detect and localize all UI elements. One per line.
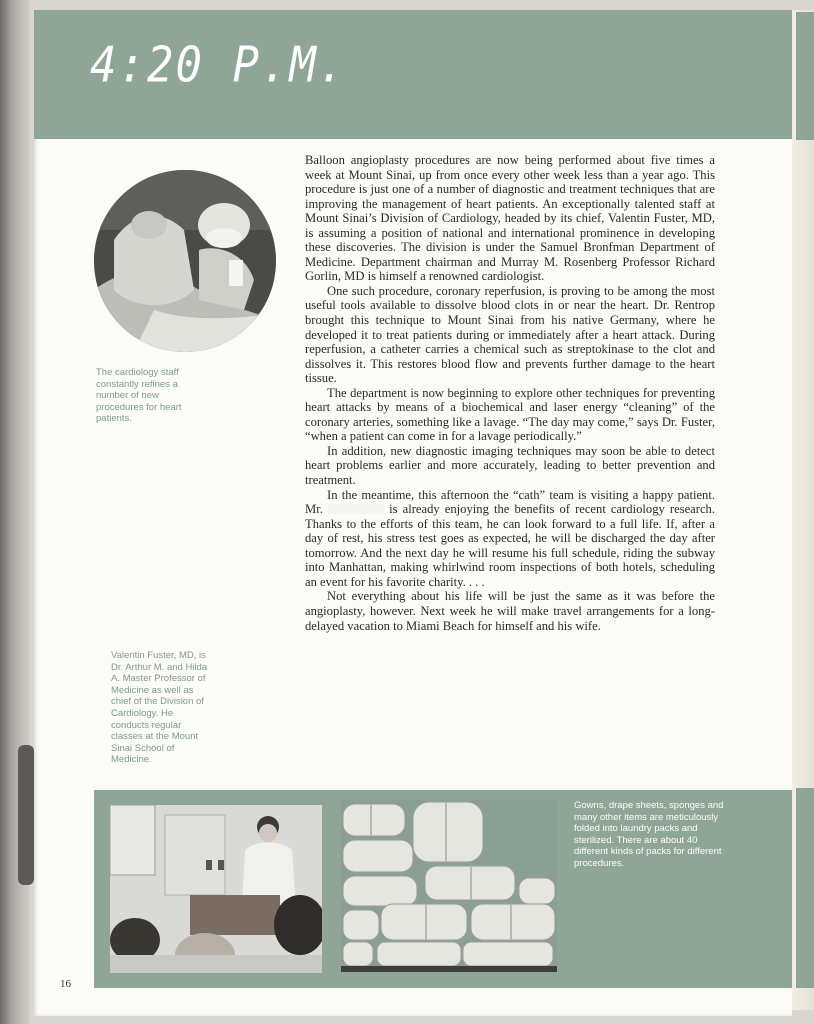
- article-paragraph: Balloon angioplasty procedures are now being performed about five times a week at Mount Sinai, up from once every other week less than a year ago. This procedure is just one of a number of diagnostic and treatment techniques that are improving the management of heart patients. An exceptionally talented staff at Mount Sinai’s Division of Cardiology, headed by its chief, Valentin Fuster, MD, is assuming a position of national and international prominence in developing these discoveries. The division is under the Samuel Bronfman Department of Medicine. Department chairman and Murray M. Rosenberg Professor Richard Gorlin, MD is himself a renowned cardiologist.: [305, 153, 715, 284]
- article-paragraph: Not everything about his life will be just the same as it was before the angioplasty, however. Next week he will make travel arrangements for a long-delayed vacation to Miami Beach for himself and his wife.: [305, 589, 715, 633]
- article-body: [305, 153, 715, 633]
- spine-fragment: [18, 745, 34, 885]
- caption-fuster: Valentin Fuster, MD, is Dr. Arthur M. and Hilda A. Master Professor of Medicine as well as chief of the Division of Cardiology. He conducts regular classes at the Mount Sinai School of Medicine.: [111, 650, 208, 766]
- caption-laundry-packs: Gowns, drape sheets, sponges and many other items are meticulously folded into laundry packs and sterilized. There are about 40 different kinds of packs for different procedures.: [574, 800, 724, 869]
- page-number: 16: [60, 978, 71, 990]
- next-page-band-bottom: [796, 788, 814, 988]
- article-paragraph-patient: [305, 488, 715, 590]
- surgery-photo: [94, 170, 276, 352]
- article-text: is already enjoying the benefits of recent cardiology research. Thanks to the efforts of this team, he can look forward to a full life. If, after a day of rest, his stress test goes as expected, he will be discharged the day after tomorrow. And the next day he will resume his full schedule, riding the subway into Manhattan, making whirlwind room inspections of both hotels, scheduling an event for his favorite charity. . . .: [305, 502, 715, 589]
- article-paragraph: In addition, new diagnostic imaging techniques may soon be able to detect heart problems earlier and more accurately, leading to better prevention and treatment.: [305, 443, 715, 488]
- time-heading: 4:20 P.M.: [90, 36, 347, 95]
- magazine-page: [34, 10, 792, 1016]
- article-paragraph: The department is now beginning to explore other techniques for preventing heart attacks by means of a biochemical and laser energy “cleaning” of the coronary arteries, something like a lavage. “The day may come,” says Dr. Fuster, “when a patient can come in for a lavage periodically.”: [305, 385, 715, 444]
- laundry-packs-photo: [341, 800, 557, 972]
- article-text: In the meantime, this afternoon the “cath” team is visiting a happy patient. Mr.: [305, 487, 715, 517]
- next-page-band-top: [796, 12, 814, 140]
- caption-cardiology-staff: The cardiology staff constantly refines a number of new procedures for heart patients.: [96, 367, 182, 425]
- redacted-name: [328, 504, 384, 514]
- lecture-photo: [110, 805, 322, 973]
- header-band: [34, 10, 792, 139]
- article-paragraph: One such procedure, coronary reperfusion, is proving to be among the most useful tools available to dissolve blood clots in or near the heart. Dr. Rentrop brought this technique to Mount Sinai from his native Germany, where he developed it to treat patients during or immediately after a heart attack. During reperfusion, a catheter carries a chemical such as streptokinase to the clot and dissolves it. This restores blood flow and prevents further damage to the heart tissue.: [305, 283, 715, 386]
